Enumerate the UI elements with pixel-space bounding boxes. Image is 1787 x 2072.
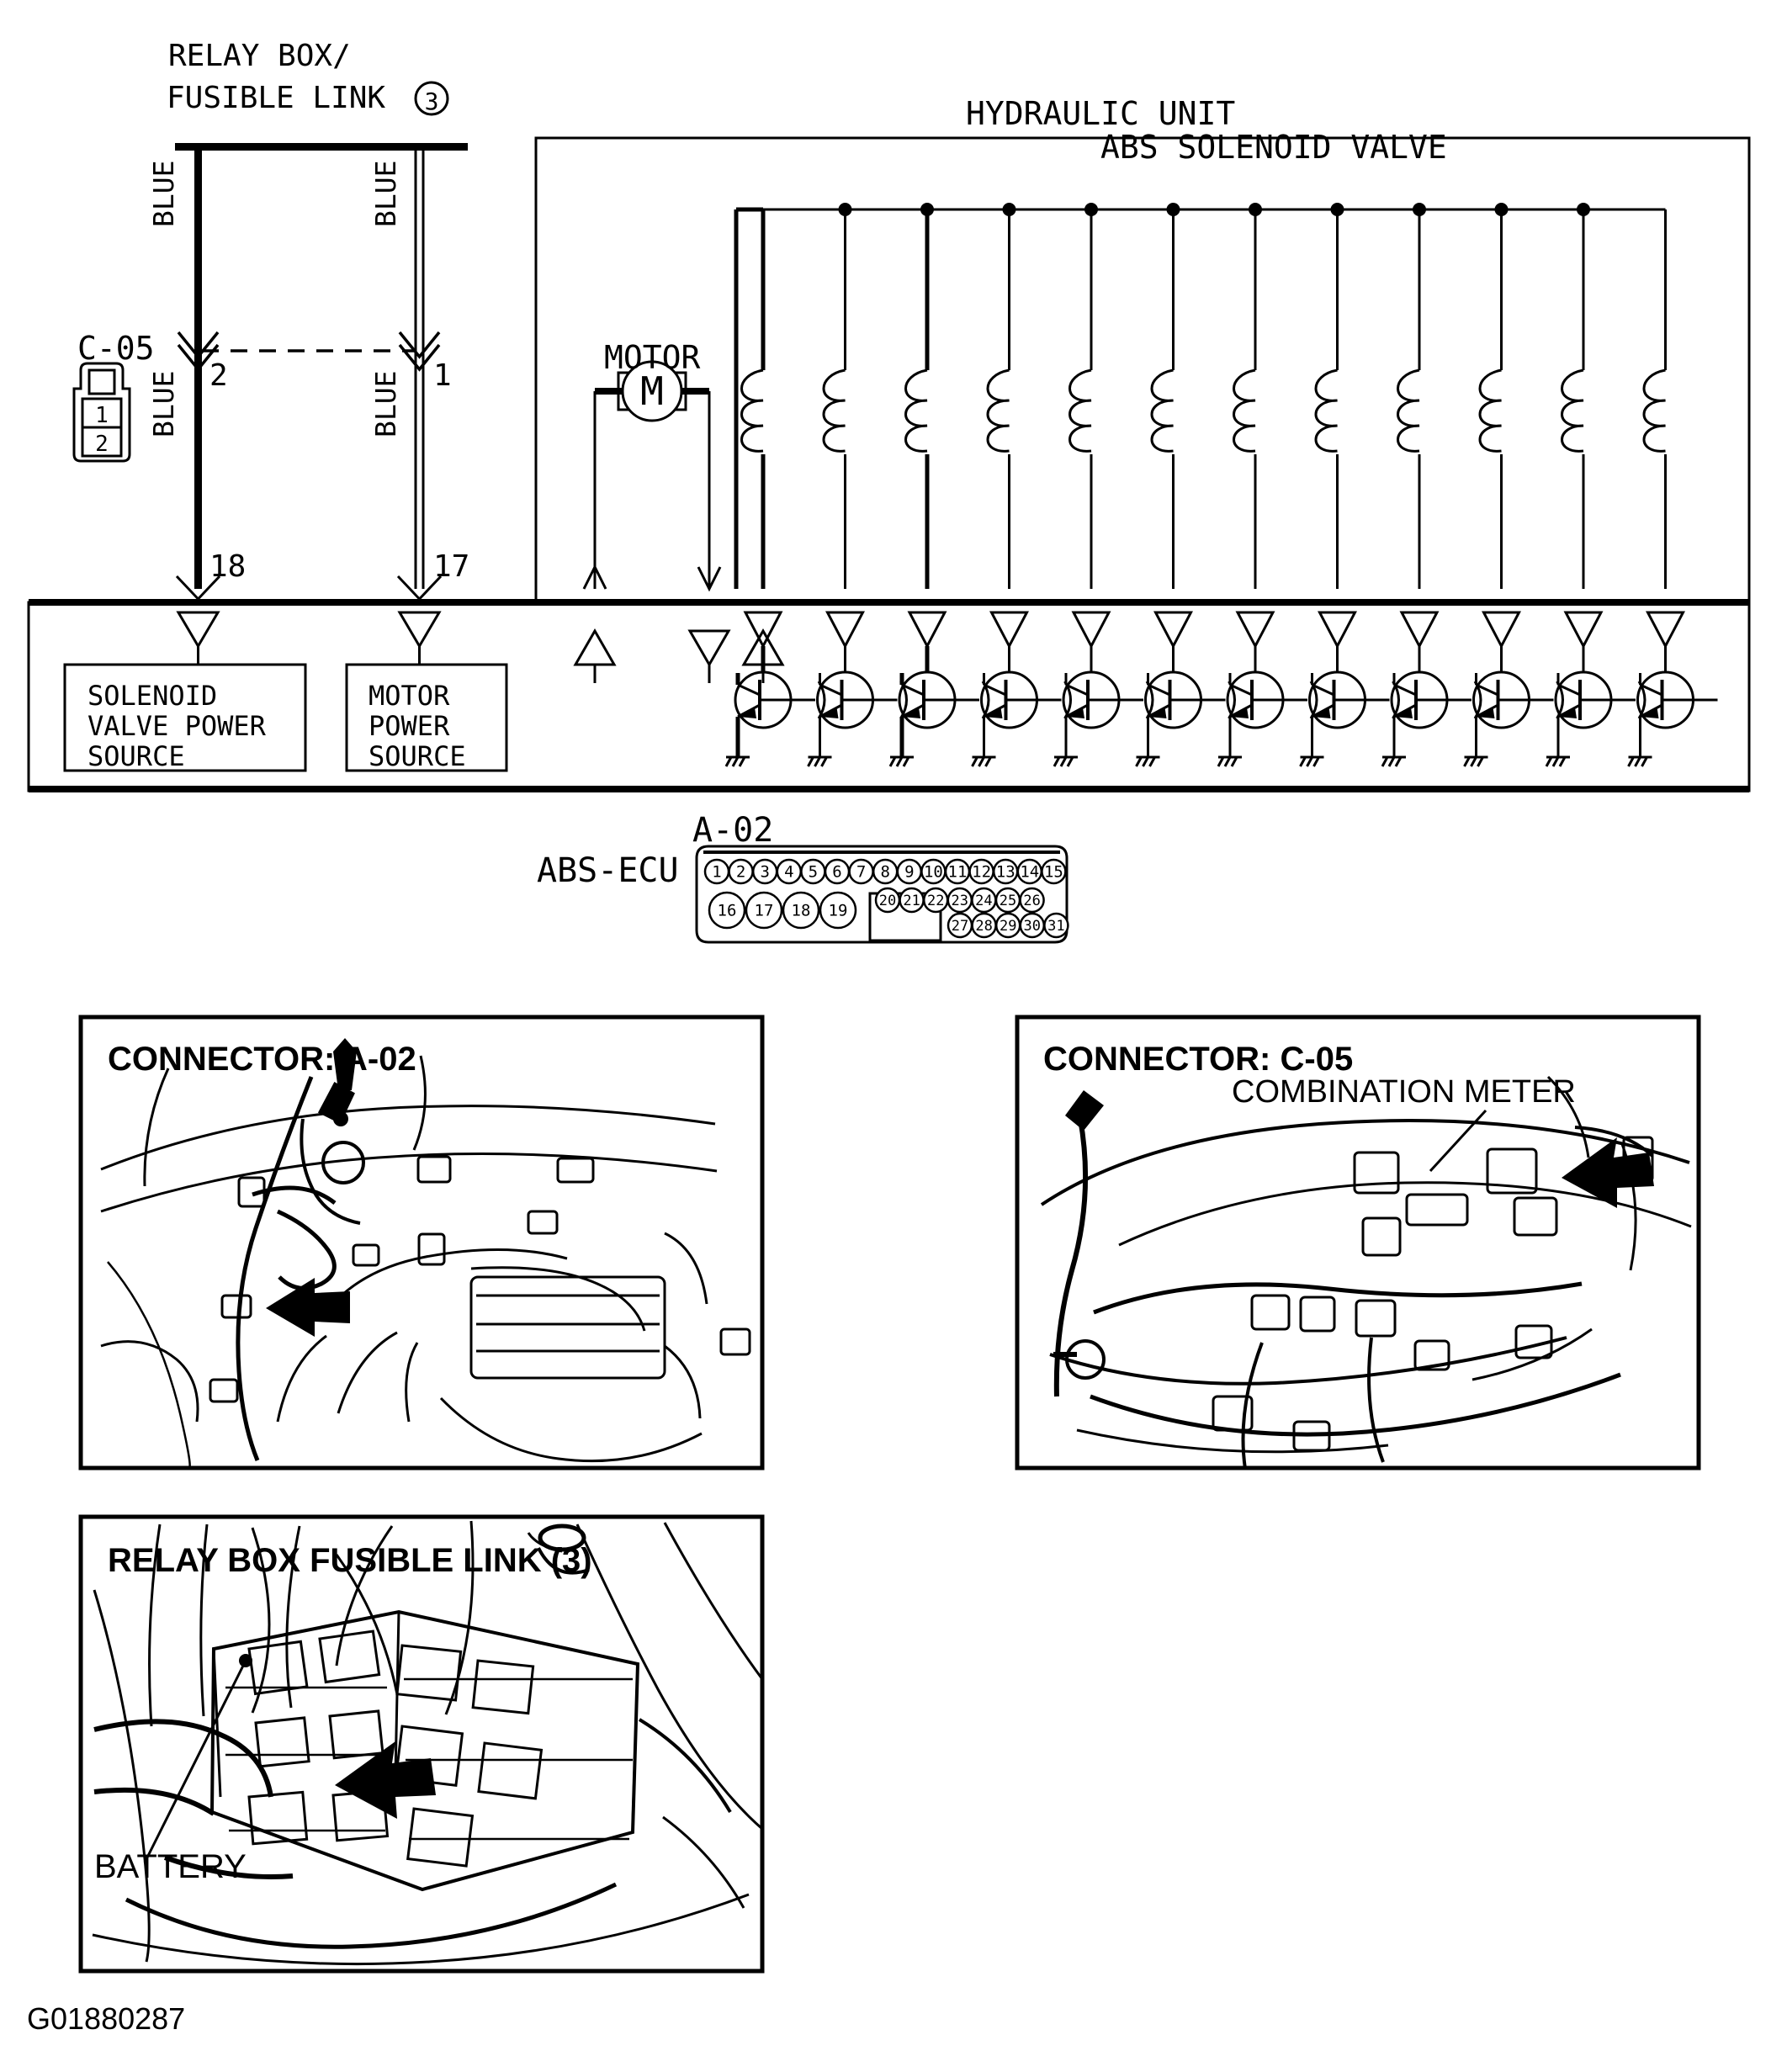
a02-label: A-02 — [692, 811, 774, 850]
wire-18-color-bottom: BLUE — [147, 370, 180, 437]
panel-relay-box-title: RELAY BOX FUSIBLE LINK (3) — [108, 1542, 592, 1579]
motor-power-line-3: SOURCE — [369, 740, 466, 772]
svg-text:M: M — [640, 368, 664, 414]
relay-box-label-line1: RELAY BOX/ — [168, 39, 351, 73]
c05-pin-2: 2 — [95, 432, 109, 457]
svg-text:14: 14 — [1020, 862, 1040, 882]
wire-17-connector-pin: 1 — [433, 358, 452, 393]
solenoid-power-line-1: SOLENOID — [87, 680, 218, 712]
svg-text:26: 26 — [1023, 892, 1041, 909]
hydraulic-unit-title: HYDRAULIC UNIT — [966, 95, 1236, 132]
wire-18-connector-pin: 2 — [209, 358, 228, 393]
abs-ecu-label: ABS-ECU — [537, 851, 679, 890]
svg-text:30: 30 — [1023, 917, 1042, 935]
solenoid-power-line-2: VALVE POWER — [87, 710, 266, 742]
svg-text:28: 28 — [975, 917, 993, 935]
svg-text:27: 27 — [951, 917, 969, 935]
svg-text:6: 6 — [832, 862, 842, 882]
motor-power-line-1: MOTOR — [369, 680, 450, 712]
panel-c05-title: CONNECTOR: C-05 — [1043, 1041, 1354, 1078]
svg-text:8: 8 — [880, 862, 890, 882]
svg-text:23: 23 — [951, 892, 969, 909]
svg-text:9: 9 — [904, 862, 915, 882]
wire-18-terminal: 18 — [209, 549, 247, 584]
svg-text:13: 13 — [995, 862, 1015, 882]
svg-text:20: 20 — [878, 892, 897, 909]
svg-text:22: 22 — [926, 892, 945, 909]
c05-label: C-05 — [77, 330, 155, 367]
svg-text:16: 16 — [717, 901, 737, 920]
abs-solenoid-valve-title: ABS SOLENOID VALVE — [1100, 129, 1447, 166]
c05-pin-1: 1 — [95, 403, 109, 428]
svg-text:1: 1 — [712, 862, 722, 882]
wire-18-color-top: BLUE — [147, 160, 180, 227]
svg-text:11: 11 — [947, 862, 968, 882]
svg-text:2: 2 — [735, 862, 746, 882]
svg-text:18: 18 — [791, 901, 811, 920]
wire-17-color-top: BLUE — [369, 160, 402, 227]
svg-text:10: 10 — [923, 862, 943, 882]
svg-text:15: 15 — [1043, 862, 1063, 882]
callout-battery: BATTERY — [94, 1848, 247, 1885]
svg-text:24: 24 — [975, 892, 993, 909]
svg-text:19: 19 — [828, 901, 848, 920]
solenoid-power-line-3: SOURCE — [87, 740, 185, 772]
wire-17-terminal: 17 — [433, 549, 470, 584]
svg-text:4: 4 — [784, 862, 794, 882]
wire-17-color-bottom: BLUE — [369, 370, 402, 437]
relay-box-badge: 3 — [424, 87, 439, 115]
svg-text:3: 3 — [760, 862, 770, 882]
svg-text:7: 7 — [856, 862, 867, 882]
motor-label: MOTOR — [604, 339, 701, 376]
svg-text:29: 29 — [999, 917, 1017, 935]
svg-text:21: 21 — [903, 892, 920, 909]
figure-id-code: G01880287 — [27, 2001, 186, 2036]
svg-text:17: 17 — [754, 901, 774, 920]
motor-power-line-2: POWER — [369, 710, 450, 742]
svg-text:25: 25 — [999, 892, 1017, 909]
panel-a02-title: CONNECTOR: A-02 — [108, 1041, 416, 1078]
svg-text:31: 31 — [1047, 917, 1065, 935]
callout-combination-meter: COMBINATION METER — [1232, 1074, 1576, 1110]
relay-box-label-line2: FUSIBLE LINK — [167, 81, 386, 115]
svg-text:5: 5 — [808, 862, 819, 882]
svg-text:12: 12 — [972, 862, 992, 882]
